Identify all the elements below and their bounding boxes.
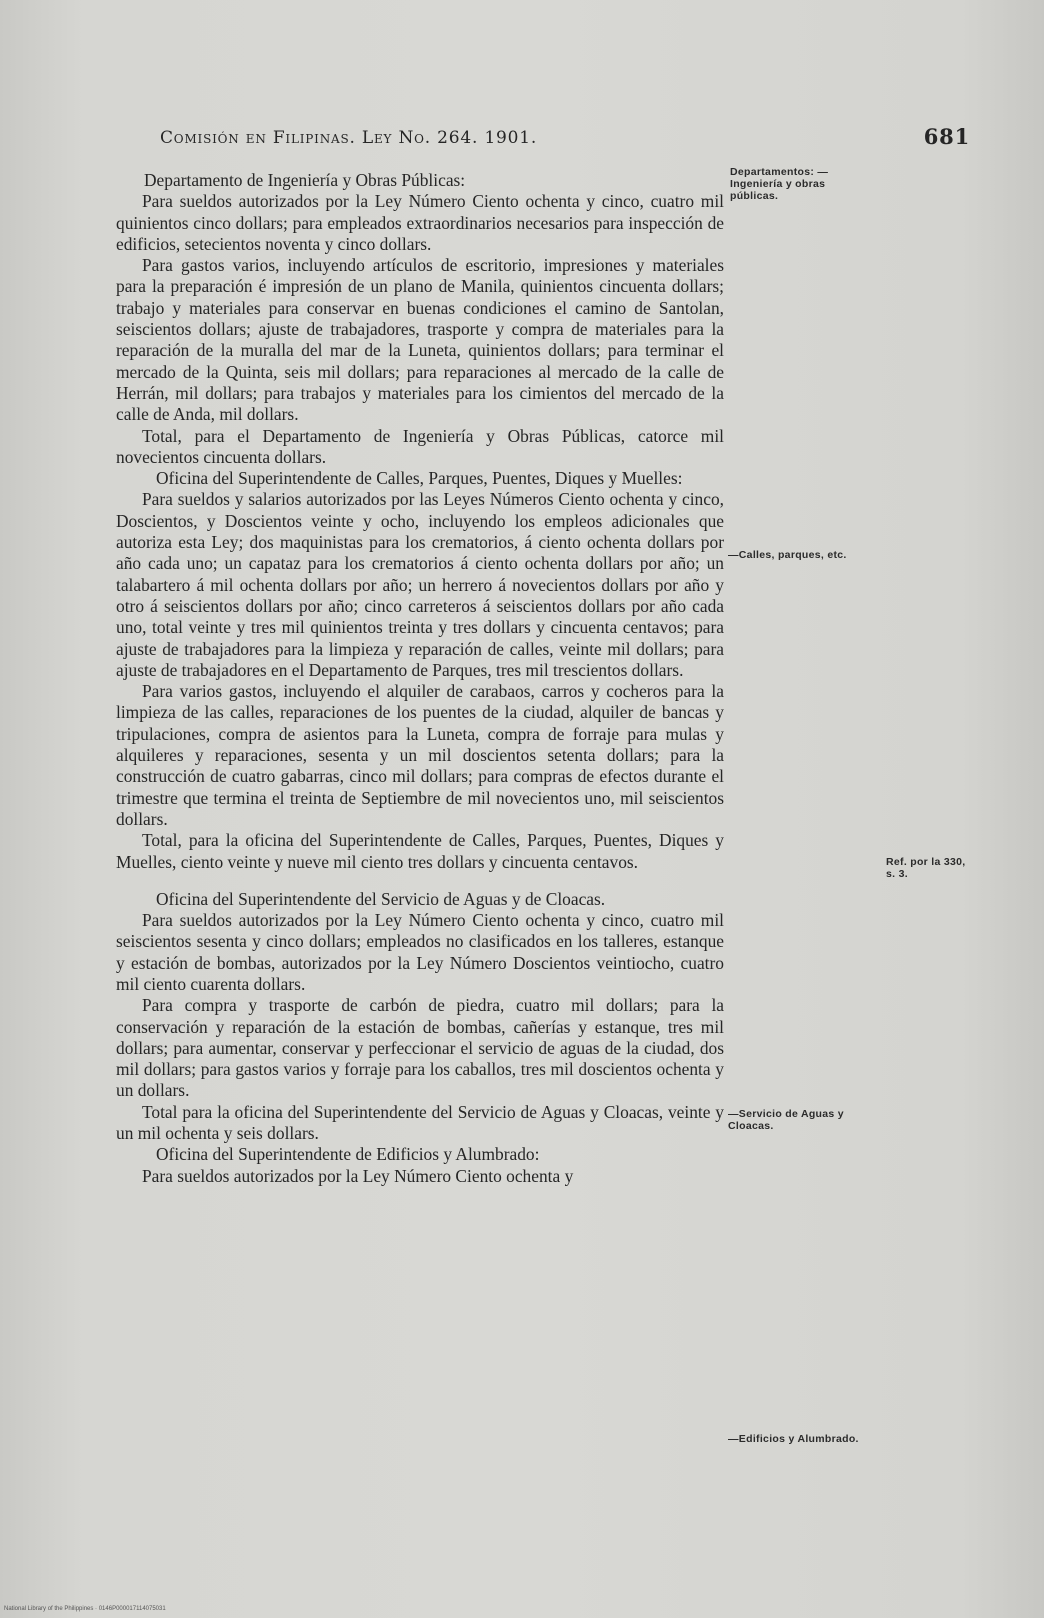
body-text: [116, 170, 724, 1187]
paragraph: Para sueldos autorizados por la Ley Número Ciento ochenta y: [142, 1165, 574, 1186]
paragraph: Para compra y trasporte de carbón de piedra, cuatro mil dollars; para la conservación y reparación de la estación de bombas, cañerías y estanque, tres mil dollars; para aumentar, conservar y perfeccionar el servicio de aguas de la ciudad, dos mil dollars; para gastos varios y forraje para los caballos, tres mil doscientos ochenta y un dollars.: [116, 995, 724, 1101]
margin-note: —Edificios y Alumbrado.: [728, 1433, 859, 1445]
margin-note: Departamentos: —Ingeniería y obras públicas.: [730, 166, 829, 202]
section-heading: Oficina del Superintendente del Servicio de Aguas y de Cloacas.: [156, 888, 606, 909]
paragraph: Para sueldos autorizados por la Ley Número Ciento ochenta y cinco, cuatro mil quinientos cinco dollars; para empleados extraordinarios necesarios para inspección de edificios, setecientos noventa y cinco dollars.: [116, 191, 724, 254]
paragraph: Total, para la oficina del Superintendente de Calles, Parques, Puentes, Diques y Muelles, ciento veinte y nueve mil ciento tres dollars y cincuenta centavos.: [116, 830, 724, 872]
scan-footer: National Library of the Philippines · 0146P000017114075031: [4, 1606, 166, 1612]
spacer: [116, 873, 724, 889]
margin-note: —Calles, parques, etc.: [728, 549, 847, 561]
section-heading: Oficina del Superintendente de Calles, Parques, Puentes, Diques y Muelles:: [156, 468, 683, 489]
running-header: [160, 124, 970, 154]
paragraph: Para sueldos autorizados por la Ley Número Ciento ochenta y cinco, cuatro mil seiscientos sesenta y cinco dollars; empleados no clasificados en los talleres, estanque y estación de bombas, autorizados por la Ley Número Doscientos veintiocho, cuatro mil ciento cuarenta dollars.: [116, 910, 724, 994]
page-number: 681: [923, 124, 970, 149]
paragraph: Para gastos varios, incluyendo artículos de escritorio, impresiones y materiales para la preparación é impresión de un plano de Manila, quinientos cincuenta dollars; trabajo y materiales para conservar en buenas condiciones el camino de Santolan, seiscientos dollars; ajuste de trabajadores, trasporte y compra de materiales para la reparación de la muralla del mar de la Luneta, quinientos dollars; para terminar el mercado de la Quinta, seis mil dollars; para reparaciones al mercado de la calle de Herrán, mil dollars; para trabajos y materiales para los cimientos del mercado de la calle de Anda, mil dollars.: [116, 255, 724, 425]
paragraph: Para sueldos y salarios autorizados por las Leyes Números Ciento ochenta y cinco, Doscientos, y Doscientos veinte y ocho, incluyendo los empleos adicionales que autoriza esta Ley; dos maquinistas para los crematorios, á ciento ochenta dollars por año cada uno; un capataz para los crematorios á ciento ochenta dollars por año; un talabartero á mil ochenta dollars por año; un herrero á novecientos dollars por año y otro á seiscientos dollars por año; cinco carreteros á seiscientos dollars por año cada uno, total veinte y tres mil quinientos treinta y tres dollars y cincuenta centavos; para ajuste de trabajadores para la limpieza y reparación de calles, veinte mil dollars; para ajuste de trabajadores en el Departamento de Parques, tres mil trescientos dollars.: [116, 489, 724, 680]
paragraph: Para varios gastos, incluyendo el alquiler de carabaos, carros y cocheros para la limpieza de las calles, reparaciones de los puentes de la ciudad, alquiler de bancas y tripulaciones, compra de asientos para la Luneta, compra de forraje para mulas y alquileres y reparaciones, sesenta y un mil doscientos setenta dollars; para la construcción de cuatro gabarras, cinco mil dollars; para compras de efectos durante el trimestre que termina el treinta de Septiembre de mil novecientos uno, mil seiscientos dollars.: [116, 681, 724, 829]
paragraph: Total, para el Departamento de Ingeniería y Obras Públicas, catorce mil novecientos cincuenta dollars.: [116, 425, 724, 467]
margin-note: —Servicio de Aguas y Cloacas.: [728, 1108, 844, 1132]
header-title: Comisión en Filipinas. Ley No. 264. 1901.: [160, 128, 538, 148]
paragraph: Total para la oficina del Superintendente del Servicio de Aguas y Cloacas, veinte y un mil ochenta y seis dollars.: [116, 1101, 724, 1144]
margin-note: Ref. por la 330, s. 3.: [886, 856, 966, 880]
section-heading: Oficina del Superintendente de Edificios y Alumbrado:: [156, 1144, 540, 1165]
section-heading: Departamento de Ingeniería y Obras Públicas:: [144, 170, 466, 190]
